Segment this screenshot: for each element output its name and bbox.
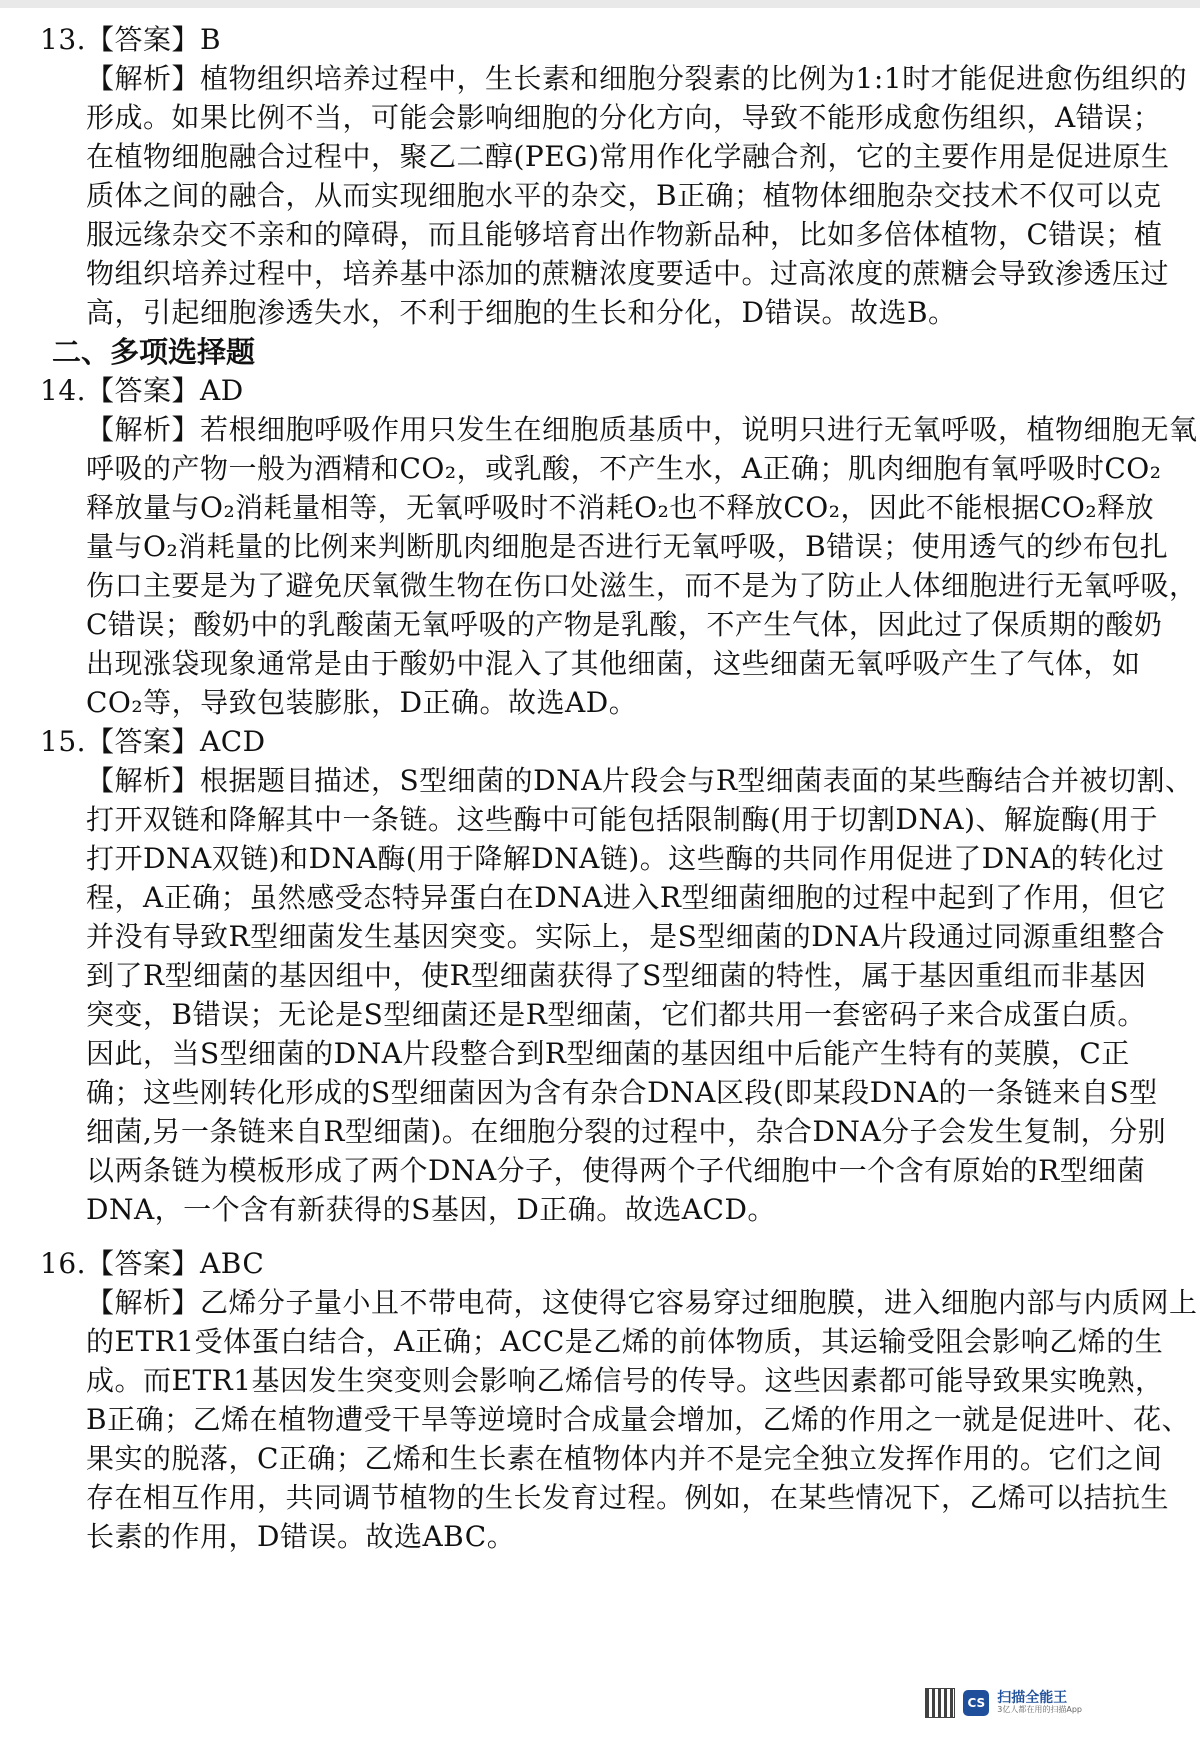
section-heading: 二、多项选择题 <box>52 335 256 369</box>
q13-analysis-line: 【解析】植物组织培养过程中，生长素和细胞分裂素的比例为1:1时才能促进愈伤组织的 <box>86 62 1188 95</box>
q14-analysis-line: 伤口主要是为了避免厌氧微生物在伤口处滋生，而不是为了防止人体细胞进行无氧呼吸， <box>86 569 1198 602</box>
q14-analysis-line: CO₂等，导致包装膨胀，D正确。故选AD。 <box>86 686 638 719</box>
q15-analysis-line: 因此，当S型细菌的DNA片段整合到R型细菌的基因组中后能产生特有的荚膜，C正 <box>86 1037 1130 1070</box>
q14-analysis-line: 量与O₂消耗量的比例来判断肌肉细胞是否进行无氧呼吸，B错误；使用透气的纱布包扎 <box>86 530 1169 563</box>
q13-answer: 13.【答案】B <box>40 23 222 56</box>
q16-answer: 16.【答案】ABC <box>40 1247 265 1280</box>
q15-answer: 15.【答案】ACD <box>40 725 266 758</box>
q13-analysis-line: 物组织培养过程中，培养基中添加的蔗糖浓度要适中。过高浓度的蔗糖会导致渗透压过 <box>86 257 1170 290</box>
q13-analysis-line: 质体之间的融合，从而实现细胞水平的杂交，B正确；植物体细胞杂交技术不仅可以克 <box>86 179 1162 212</box>
q13-analysis-line: 在植物细胞融合过程中，聚乙二醇(PEG)常用作化学融合剂，它的主要作用是促进原生 <box>86 140 1170 173</box>
q15-analysis-line: 程，A正确；虽然感受态特异蛋白在DNA进入R型细菌细胞的过程中起到了作用，但它 <box>86 881 1166 914</box>
q16-analysis-line: B正确；乙烯在植物遭受干旱等逆境时合成量会增加，乙烯的作用之一就是促进叶、花、 <box>86 1403 1191 1436</box>
q16-analysis-line: 存在相互作用，共同调节植物的生长发育过程。例如，在某些情况下，乙烯可以拮抗生 <box>86 1481 1170 1514</box>
q14-analysis-line: 释放量与O₂消耗量相等，无氧呼吸时不消耗O₂也不释放CO₂，因此不能根据CO₂释放 <box>86 491 1155 524</box>
q15-analysis-line: 以两条链为模板形成了两个DNA分子，使得两个子代细胞中一个含有原始的R型细菌 <box>86 1154 1146 1187</box>
q15-analysis-line: 打开DNA双链)和DNA酶(用于降解DNA链)。这些酶的共同作用促进了DNA的转化过 <box>86 842 1165 875</box>
q16-analysis-line: 果实的脱落，C正确；乙烯和生长素在植物体内并不是完全独立发挥作用的。它们之间 <box>86 1442 1163 1475</box>
q14-analysis-line: 出现涨袋现象通常是由于酸奶中混入了其他细菌，这些细菌无氧呼吸产生了气体，如 <box>86 647 1141 680</box>
q13-analysis-line: 形成。如果比例不当，可能会影响细胞的分化方向，导致不能形成愈伤组织，A错误； <box>86 101 1162 134</box>
q14-answer: 14.【答案】AD <box>40 374 244 407</box>
q15-analysis-line: 打开双链和降解其中一条链。这些酶中可能包括限制酶(用于切割DNA)、解旋酶(用于 <box>86 803 1158 836</box>
q14-analysis-line: C错误；酸奶中的乳酸菌无氧呼吸的产物是乳酸，不产生气体，因此过了保质期的酸奶 <box>86 608 1163 641</box>
qr-code-icon <box>925 1688 955 1718</box>
scanner-brand <box>997 1691 1082 1715</box>
q15-analysis-line: 【解析】根据题目描述，S型细菌的DNA片段会与R型细菌表面的某些酶结合并被切割、 <box>86 764 1194 797</box>
q15-analysis-line: 确；这些刚转化形成的S型细菌因为含有杂合DNA区段(即某段DNA的一条链来自S型 <box>86 1076 1158 1109</box>
brand-subtitle: 3亿人都在用的扫描App <box>997 1705 1082 1715</box>
q14-analysis-line: 【解析】若根细胞呼吸作用只发生在细胞质基质中，说明只进行无氧呼吸，植物细胞无氧 <box>86 413 1198 446</box>
camscanner-logo-icon: CS <box>963 1690 989 1716</box>
q15-analysis-line: 到了R型细菌的基因组中，使R型细菌获得了S型细菌的特性，属于基因重组而非基因 <box>86 959 1147 992</box>
q15-analysis-line: 突变，B错误；无论是S型细菌还是R型细菌，它们都共用一套密码子来合成蛋白质。 <box>86 998 1146 1031</box>
q13-analysis-line: 服远缘杂交不亲和的障碍，而且能够培育出作物新品种，比如多倍体植物，C错误；植 <box>86 218 1163 251</box>
q15-analysis-line: DNA，一个含有新获得的S基因，D正确。故选ACD。 <box>86 1193 776 1226</box>
q16-analysis-line: 【解析】乙烯分子量小且不带电荷，这使得它容易穿过细胞膜，进入细胞内部与内质网上 <box>86 1286 1198 1319</box>
q16-analysis-line: 长素的作用，D错误。故选ABC。 <box>86 1520 516 1553</box>
q16-analysis-line: 的ETR1受体蛋白结合，A正确；ACC是乙烯的前体物质，其运输受阻会影响乙烯的生 <box>86 1325 1164 1358</box>
scanner-watermark <box>925 1688 1082 1718</box>
q16-analysis-line: 成。而ETR1基因发生突变则会影响乙烯信号的传导。这些因素都可能导致果实晚熟， <box>86 1364 1164 1397</box>
q13-analysis-line: 高，引起细胞渗透失水，不利于细胞的生长和分化，D错误。故选B。 <box>86 296 957 329</box>
q14-analysis-line: 呼吸的产物一般为酒精和CO₂，或乳酸，不产生水，A正确；肌肉细胞有氧呼吸时CO₂ <box>86 452 1162 485</box>
brand-name: 扫描全能王 <box>997 1689 1068 1706</box>
scan-edge <box>0 0 1200 8</box>
q15-analysis-line: 细菌,另一条链来自R型细菌)。在细胞分裂的过程中，杂合DNA分子会发生复制，分别 <box>86 1115 1167 1148</box>
q15-analysis-line: 并没有导致R型细菌发生基因突变。实际上，是S型细菌的DNA片段通过同源重组整合 <box>86 920 1165 953</box>
